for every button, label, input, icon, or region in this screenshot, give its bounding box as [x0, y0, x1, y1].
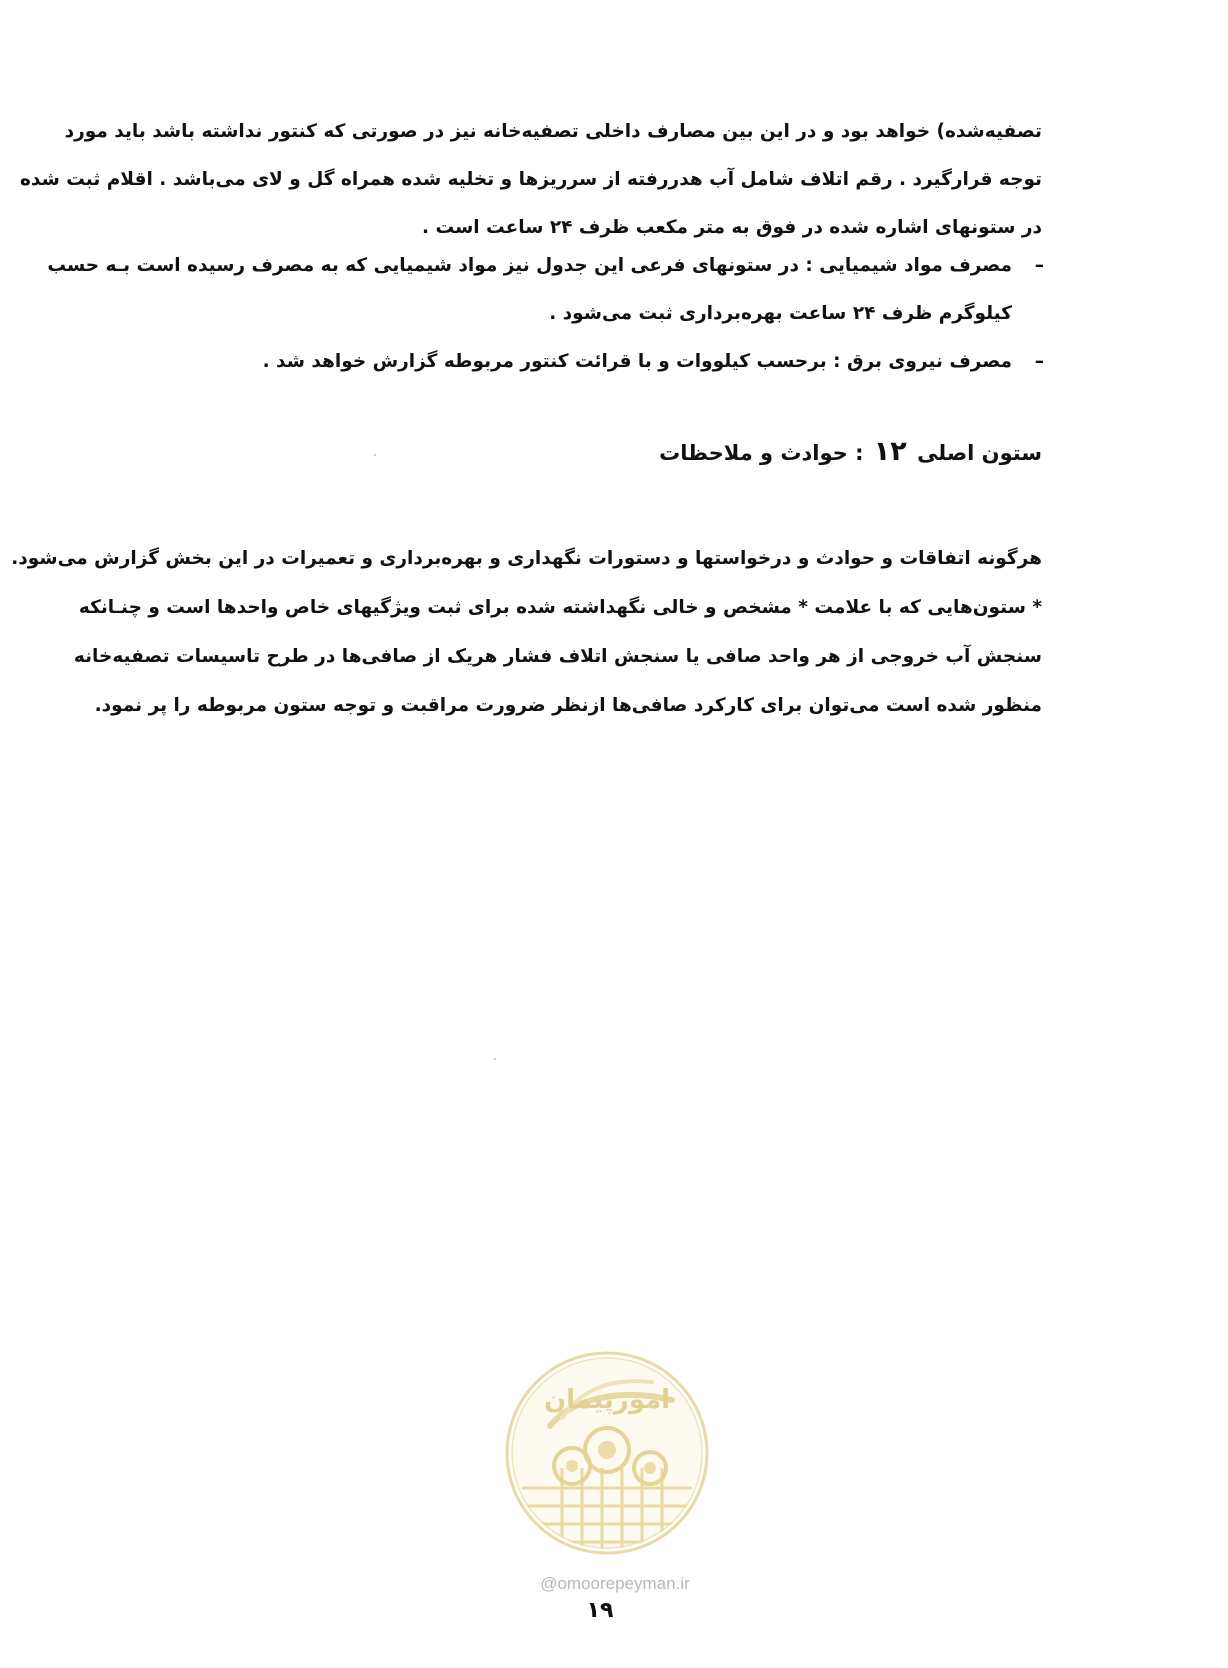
section-line-3: سنجش آب خروجی از هر واحد صافی یا سنجش اتلاف فشار هریک از صافی‌ها در طرح تاسیسات تصفیه‌خانه [73, 646, 1042, 667]
bullet-dash: – [1034, 351, 1044, 372]
scan-speck [494, 1058, 496, 1060]
intro-line-2: توجه قرارگیرد . رقم اتلاف شامل آب هدررفته از سرریزها و تخلیه شده همراه گل و لای می‌باشد . اقلام ثبت شده [19, 169, 1042, 190]
section-heading-title: : حوادث و ملاحظات [659, 441, 864, 465]
bullet-chemicals-line-1: مصرف مواد شیمیایی : در ستونهای فرعی این جدول نیز مواد شیمیایی که به مصرف رسیده است بـه حسب [47, 255, 1012, 276]
bullet-dash: – [1034, 255, 1044, 276]
watermark-logo [502, 1348, 712, 1558]
page-number: ۱۹ [586, 1598, 614, 1623]
section-heading-prefix: ستون اصلی [917, 441, 1042, 465]
intro-paragraph [19, 108, 1042, 252]
section-line-2: * ستون‌هایی که با علامت * مشخص و خالی نگهداشته شده برای ثبت ویژگیهای خاص واحدها است و چنـانکه [78, 597, 1042, 618]
scan-speck [374, 454, 376, 456]
section-line-4: منظور شده است می‌توان برای کارکرد صافی‌ها ازنظر ضرورت مراقبت و توجه ستون مربوطه را پر نمود. [94, 695, 1042, 716]
bullet-chemicals-line-2: کیلوگرم ظرف ۲۴ ساعت بهره‌برداری ثبت می‌شود . [549, 303, 1012, 324]
bullet-electricity [166, 338, 1044, 386]
intro-line-3: در ستونهای اشاره شده در فوق به متر مکعب ظرف ۲۴ ساعت است . [422, 217, 1042, 238]
section-heading [659, 436, 1042, 467]
bullet-chemicals [47, 242, 1044, 338]
bullet-electricity-line-1: مصرف نیروی برق : برحسب کیلووات و با قرائت کنتور مربوطه گزارش خواهد شد . [262, 351, 1012, 372]
section-paragraph [11, 534, 1042, 730]
section-heading-number: ۱۲ [873, 436, 907, 467]
watermark-url: @omoorepeyman.ir [540, 1574, 690, 1593]
section-line-1: هرگونه اتفاقات و حوادث و درخواستها و دستورات نگهداری و بهره‌برداری و تعمیرات در این بخش گزارش می‌شود. [11, 548, 1042, 569]
intro-line-1: تصفیه‌شده) خواهد بود و در این بین مصارف داخلی تصفیه‌خانه نیز در صورتی که کنتور نداشته باشد باید مورد [64, 121, 1042, 142]
watermark-logo-text: امورپیمان [543, 1385, 671, 1415]
